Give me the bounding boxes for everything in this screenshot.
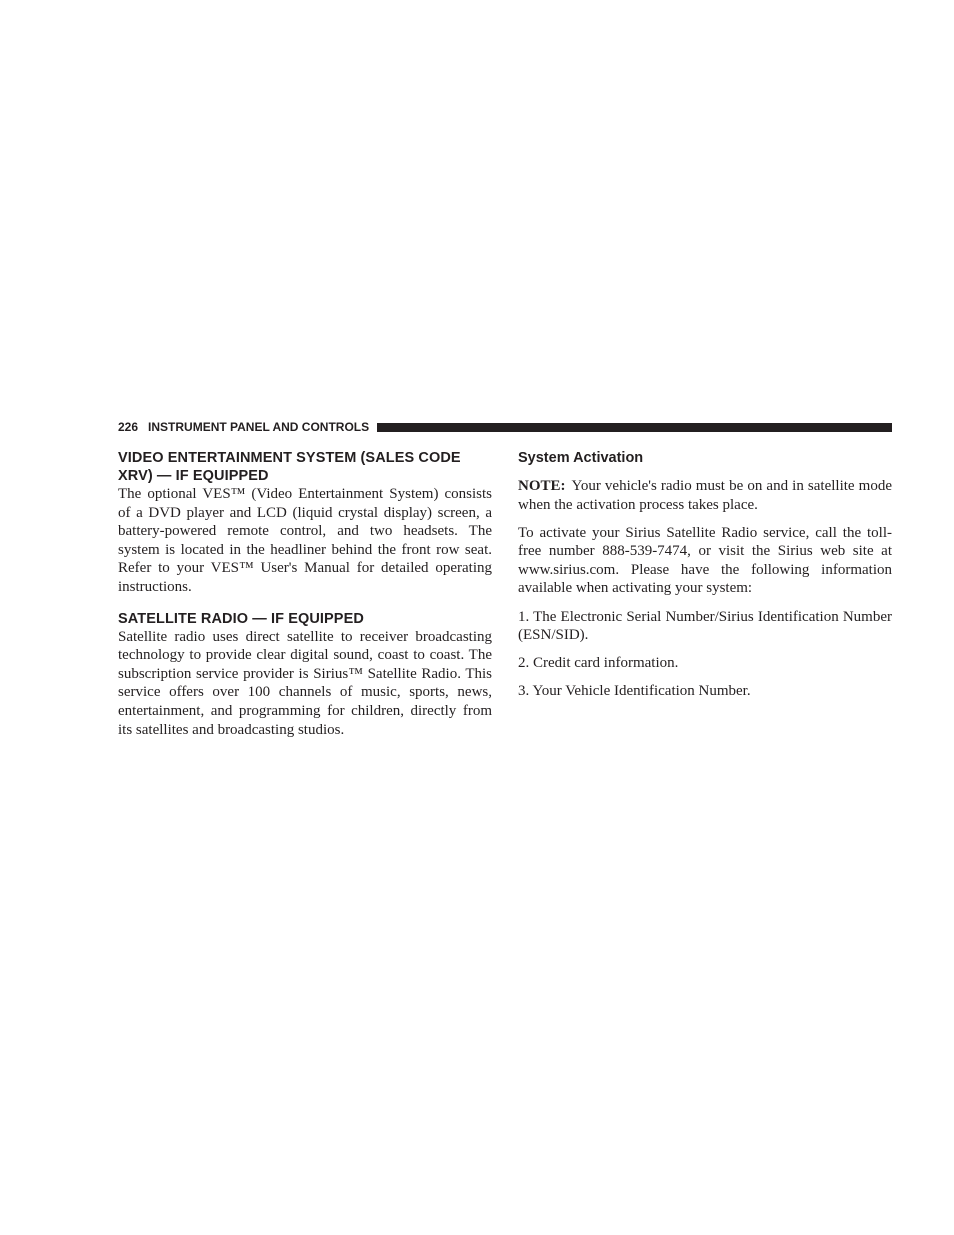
left-column [118,449,492,739]
list-item-vin: 3. Your Vehicle Identification Number. [518,683,751,700]
satellite-radio-heading: SATELLITE RADIO — IF EQUIPPED [118,610,364,627]
header-rule [377,423,892,432]
list-item-esn: 1. The Electronic Serial Number/Sirius Identification Number (ESN/SID). [518,608,892,644]
note-paragraph [518,477,892,514]
ves-body: The optional VES™ (Video Entertainment System) consists of a DVD player and LCD (liquid crystal display) screen, a battery-powered remote control, and two headsets. The system is located in the headliner behind the front row seat. Refer to your VES™ User's Manual for detailed operating instructions. [118,486,492,595]
note-text: Your vehicle's radio must be on and in satellite mode when the activation process takes place. [518,478,892,513]
note-label: NOTE: [518,478,566,494]
activation-paragraph: To activate your Sirius Satellite Radio service, call the toll-free number 888-539-7474, or visit the Sirius web site at www.sirius.com. Please have the following information available when activating your system: [518,524,892,597]
satellite-radio-body: Satellite radio uses direct satellite to receiver broadcasting technology to provide clear digital sound, coast to coast. The subscription service provider is Sirius™ Satellite Radio. This service offers over 100 channels of music, sports, news, entertainment, and programming for children, directly from its satellites and broadcasting studios. [118,628,492,738]
ves-heading: VIDEO ENTERTAINMENT SYSTEM (SALES CODE XRV) — IF EQUIPPED [118,450,461,484]
page-number: 226 [118,420,139,434]
list-item-credit-card: 2. Credit card information. [518,655,679,672]
system-activation-heading: System Activation [518,450,644,466]
page-header [118,419,892,435]
section-title: INSTRUMENT PANEL AND CONTROLS [148,420,370,434]
right-column [518,449,892,710]
